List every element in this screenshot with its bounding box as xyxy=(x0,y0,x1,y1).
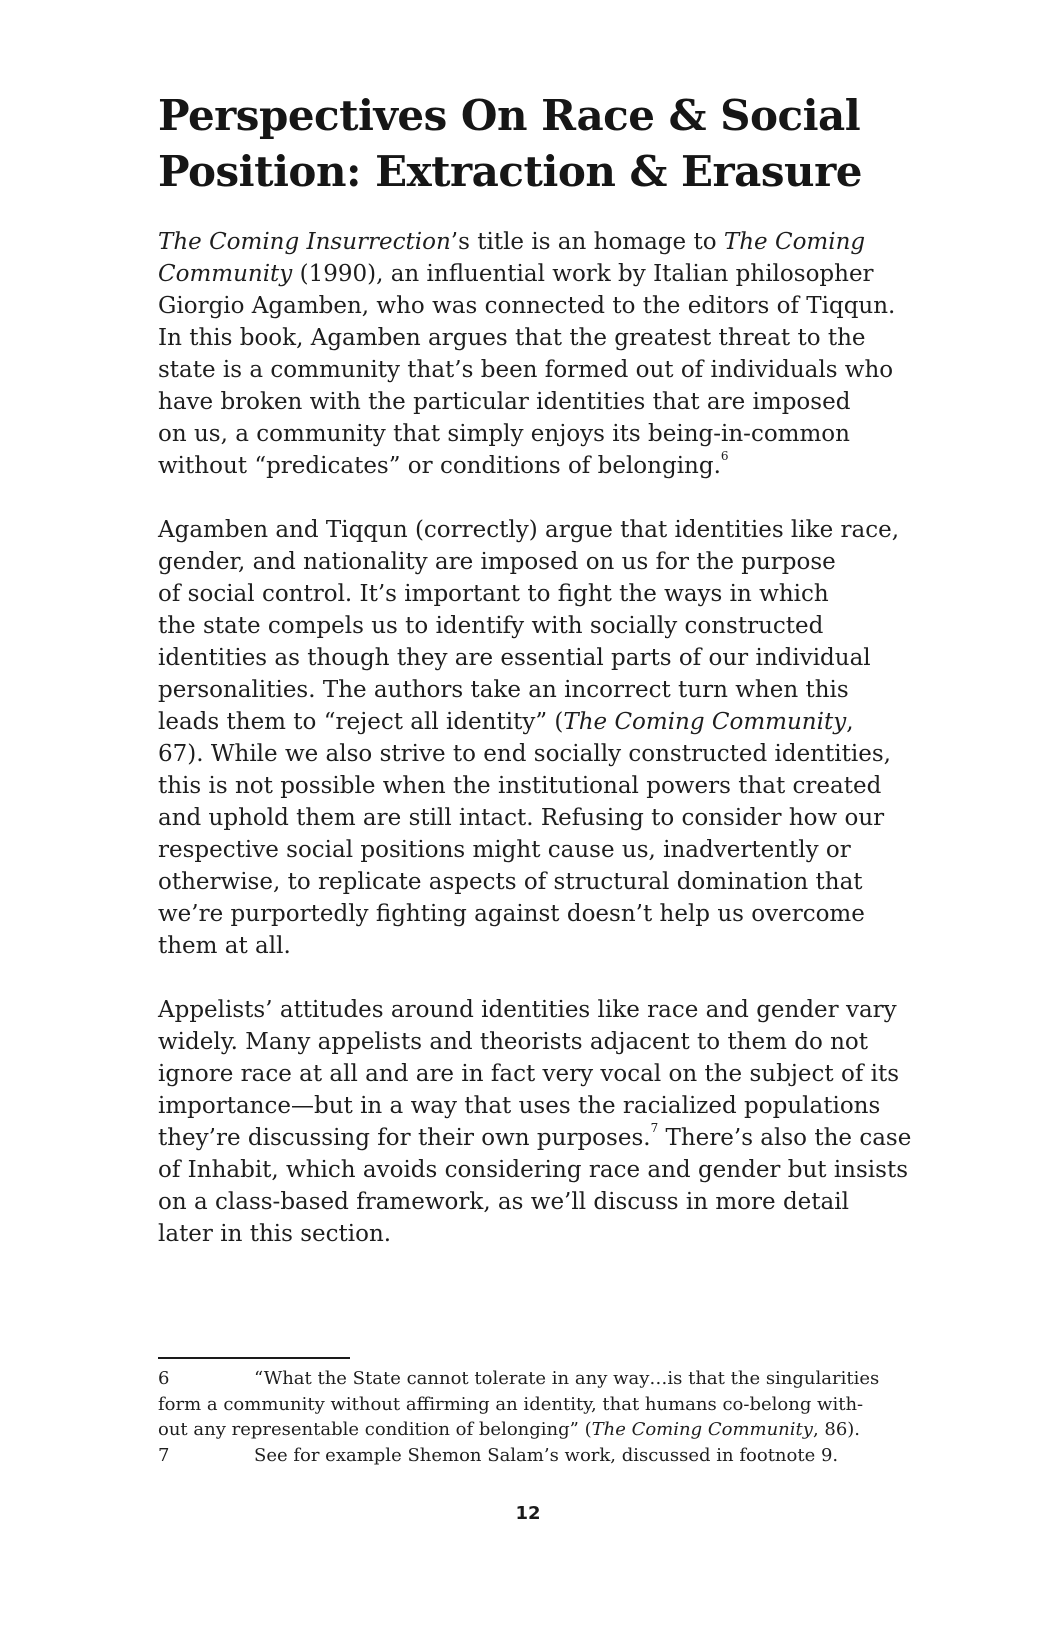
book-title-italic: The Coming Community xyxy=(563,709,847,735)
text-line: respective social positions might cause us, inadvertently or xyxy=(158,837,851,863)
text-run: leads them to “reject all identity” ( xyxy=(158,709,564,735)
paragraph-2 xyxy=(158,514,958,962)
text-line: 67). While we also strive to end socially constructed identities, xyxy=(158,741,891,767)
text-line: we’re purportedly fighting against doesn’t help us overcome xyxy=(158,901,865,927)
text-line: the state compels us to identify with socially constructed xyxy=(158,613,824,639)
text-line: Giorgio Agamben, who was connected to the editors of Tiqqun. xyxy=(158,293,896,319)
footnote-number: 7 xyxy=(158,1444,170,1466)
text-line: on us, a community that simply enjoys its being-in-common xyxy=(158,421,850,447)
text-line: them at all. xyxy=(158,933,291,959)
footnote-7 xyxy=(158,1443,958,1469)
text-run: , xyxy=(846,709,854,735)
book-title-italic: The Coming xyxy=(723,229,866,255)
text-run: ’s title is an homage to xyxy=(450,229,724,255)
footnote-line xyxy=(158,1417,958,1443)
footnote-text: “What the State cannot tolerate in any way…is that the singularities xyxy=(254,1368,880,1389)
text-line: importance—but in a way that uses the racialized populations xyxy=(158,1093,881,1119)
footnote-ref-6[interactable]: 6 xyxy=(720,449,729,464)
paragraph-3 xyxy=(158,994,958,1250)
footnote-ref-7[interactable]: 7 xyxy=(650,1121,659,1136)
text-line: of social control. It’s important to fight the ways in which xyxy=(158,581,829,607)
body-text xyxy=(158,226,958,1282)
footnote-line: form a community without affirming an identity, that humans co-belong with- xyxy=(158,1393,864,1415)
text-line xyxy=(158,258,958,290)
text-line: state is a community that’s been formed out of individuals who xyxy=(158,357,894,383)
text-run: (1990), an influential work by Italian philosopher xyxy=(292,261,874,287)
text-line xyxy=(158,226,958,258)
paragraph-1 xyxy=(158,226,958,482)
book-title-italic: The Coming Community xyxy=(591,1419,813,1440)
book-title-italic: Community xyxy=(158,261,293,287)
text-line: on a class-based framework, as we’ll discuss in more detail xyxy=(158,1189,849,1215)
text-line xyxy=(158,706,958,738)
chapter-title-line: Perspectives On Race & Social xyxy=(158,91,861,140)
text-line: Agamben and Tiqqun (correctly) argue that identities like race, xyxy=(158,517,900,543)
footnote-text: , 86). xyxy=(812,1419,861,1440)
text-line: personalities. The authors take an incorrect turn when this xyxy=(158,677,849,703)
text-line: and uphold them are still intact. Refusing to consider how our xyxy=(158,805,885,831)
text-run: they’re discussing for their own purposes. xyxy=(158,1125,651,1151)
text-line xyxy=(158,450,958,482)
footnote-6 xyxy=(158,1366,958,1443)
book-title-italic: The Coming Insurrection xyxy=(158,229,451,255)
footnote-text: See for example Shemon Salam’s work, discussed in footnote 9. xyxy=(254,1444,839,1466)
text-line: Appelists’ attitudes around identities like race and gender vary xyxy=(158,997,897,1023)
footnote-line xyxy=(158,1443,958,1469)
footnotes xyxy=(158,1366,958,1468)
text-line xyxy=(158,1122,958,1154)
text-line: In this book, Agamben argues that the greatest threat to the xyxy=(158,325,866,351)
text-run: There’s also the case xyxy=(658,1125,912,1151)
footnote-number: 6 xyxy=(158,1368,170,1389)
footnote-line xyxy=(158,1366,958,1392)
text-line: this is not possible when the institutional powers that created xyxy=(158,773,882,799)
footnote-divider xyxy=(158,1357,350,1359)
text-line: ignore race at all and are in fact very vocal on the subject of its xyxy=(158,1061,900,1087)
footnote-text: out any representable condition of belonging” ( xyxy=(158,1419,592,1440)
chapter-title-line: Position: Extraction & Erasure xyxy=(158,147,862,196)
text-line: gender, and nationality are imposed on us for the purpose xyxy=(158,549,836,575)
text-line: widely. Many appelists and theorists adjacent to them do not xyxy=(158,1029,869,1055)
page-number: 12 xyxy=(515,1503,541,1524)
text-line: of Inhabit, which avoids considering race and gender but insists xyxy=(158,1157,909,1183)
text-line: otherwise, to replicate aspects of structural domination that xyxy=(158,869,863,895)
text-line: identities as though they are essential parts of our individual xyxy=(158,645,871,671)
text-line: have broken with the particular identities that are imposed xyxy=(158,389,851,415)
text-line: later in this section. xyxy=(158,1221,392,1247)
chapter-title xyxy=(158,88,938,200)
text-run: without “predicates” or conditions of belonging. xyxy=(158,453,721,479)
